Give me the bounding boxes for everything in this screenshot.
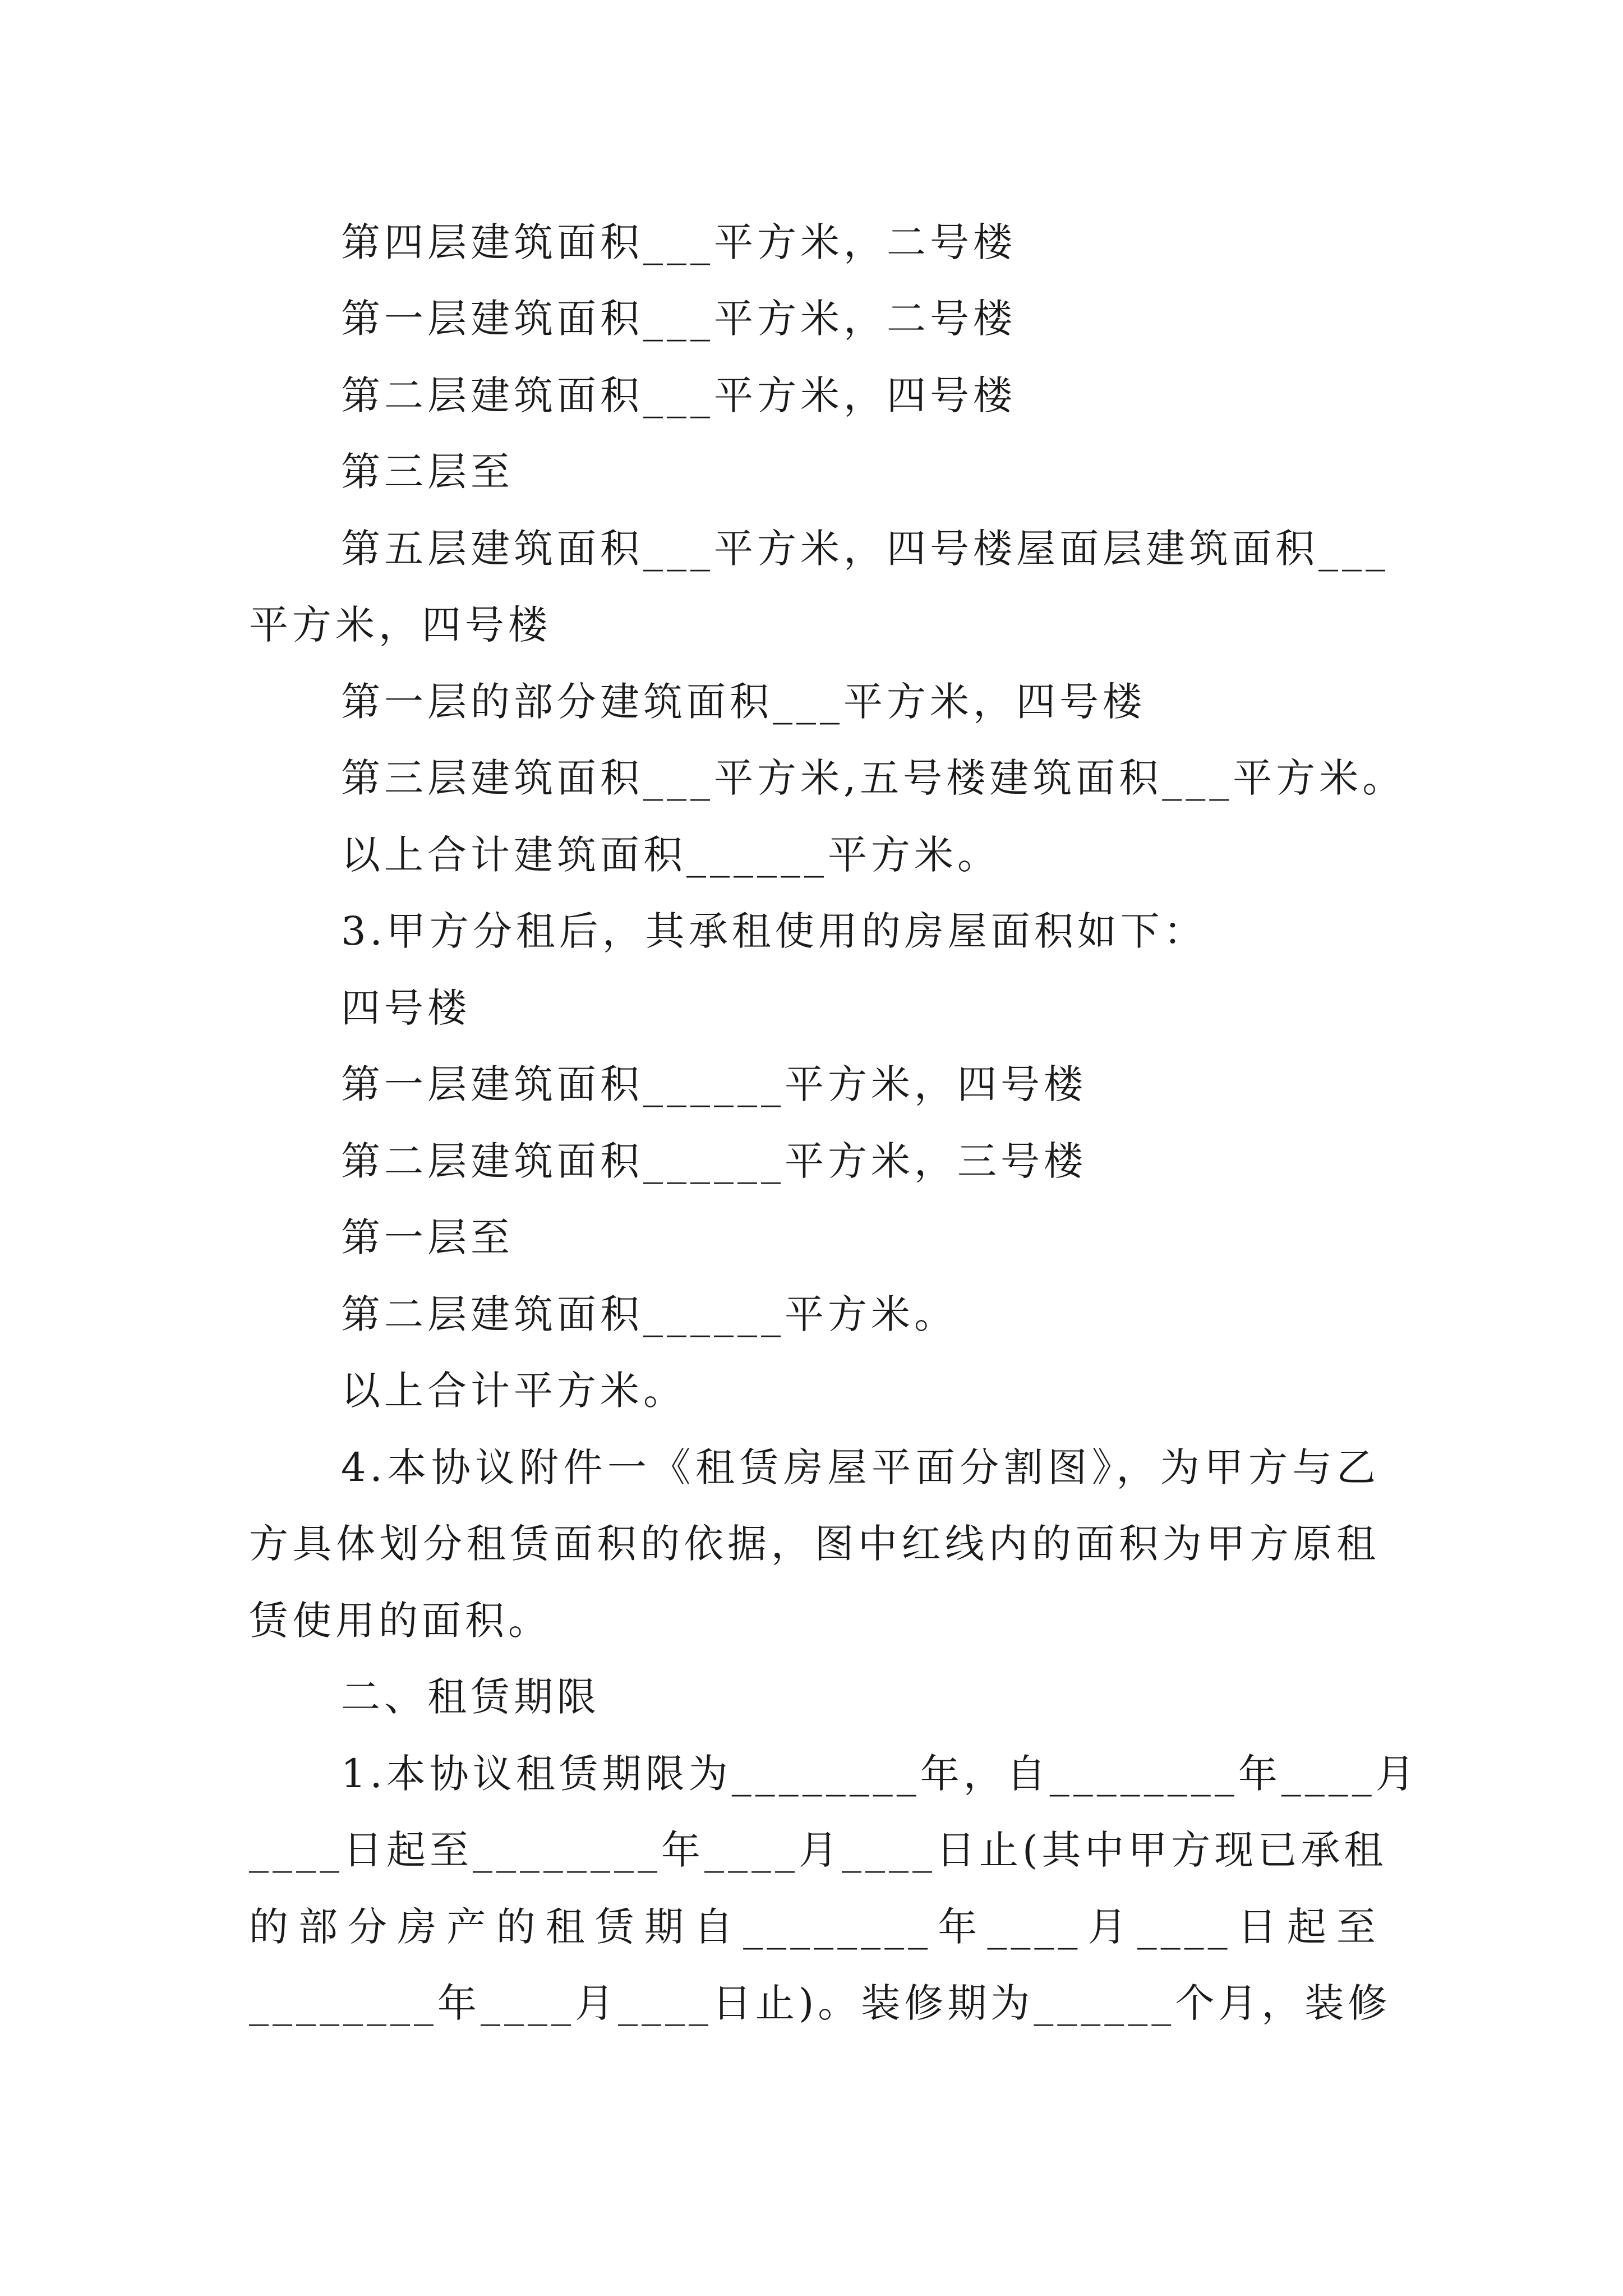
text-line: 四号楼 (341, 985, 471, 1031)
text-line: 的部分房产的租赁期自________年____月____日起至 (249, 1904, 1380, 1950)
text-line: 第三层建筑面积___平方米,五号楼建筑面积___平方米。 (341, 755, 1406, 801)
text-line: 以上合计建筑面积______平方米。 (341, 832, 1000, 878)
text-line: ________年____月____日止)。装修期为______个月，装修 (249, 1980, 1391, 2026)
text-line: 第一层建筑面积______平方米，四号楼 (341, 1061, 1087, 1107)
text-line: ____日起至________年____月____日止(其中甲方现已承租 (249, 1827, 1387, 1873)
text-line: 第一层建筑面积___平方米，二号楼 (341, 296, 1016, 342)
text-line: 第二层建筑面积______平方米。 (341, 1291, 957, 1337)
text-line: 4.本协议附件一《租赁房屋平面分割图》，为甲方与乙 (341, 1444, 1380, 1490)
text-line: 以上合计平方米。 (341, 1368, 686, 1414)
text-line: 3.甲方分租后，其承租使用的房屋面积如下： (341, 908, 1207, 954)
text-line: 第二层建筑面积___平方米，四号楼 (341, 372, 1016, 418)
text-line: 第一层的部分建筑面积___平方米，四号楼 (341, 679, 1146, 725)
text-line: 第五层建筑面积___平方米，四号楼屋面层建筑面积___ (341, 526, 1389, 572)
text-line: 第三层至 (341, 449, 514, 495)
text-line: 赁使用的面积。 (249, 1598, 551, 1644)
text-line: 第二层建筑面积______平方米，三号楼 (341, 1138, 1087, 1184)
text-line: 平方米，四号楼 (249, 602, 551, 648)
text-line: 第一层至 (341, 1214, 514, 1260)
text-line: 1.本协议租赁期限为________年，自________年____月 (341, 1751, 1419, 1797)
text-line: 方具体划分租赁面积的依据，图中红线内的面积为甲方原租 (249, 1521, 1380, 1567)
section-heading: 二、租赁期限 (341, 1674, 600, 1720)
text-line: 第四层建筑面积___平方米，二号楼 (341, 219, 1016, 265)
